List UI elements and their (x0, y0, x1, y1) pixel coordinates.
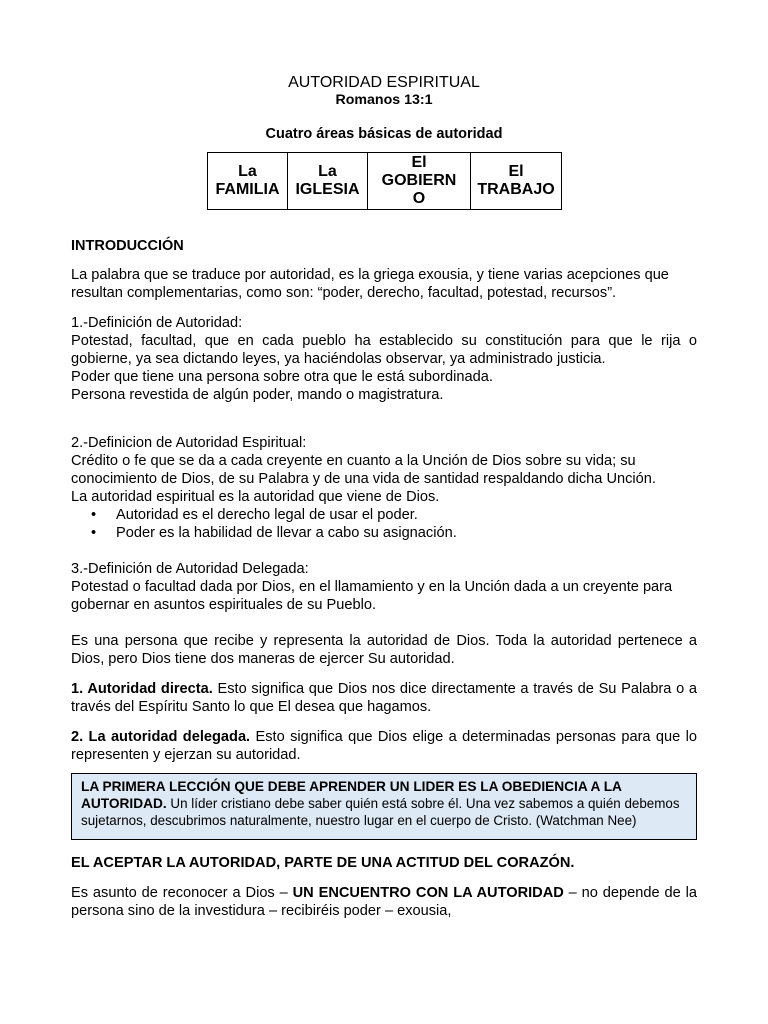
def2-heading: 2.-Definicion de Autoridad Espiritual: (71, 435, 307, 451)
def1-heading: 1.-Definición de Autoridad: (71, 315, 243, 331)
cell-line: La (238, 163, 257, 180)
authority-areas-table (207, 152, 562, 210)
document-title: AUTORIDAD ESPIRITUAL (288, 74, 480, 91)
callout-lead: LA PRIMERA LECCIÓN QUE DEBE APRENDER UN LIDER ES LA OBEDIENCIA A LA AUTORIDAD. (81, 779, 622, 811)
def3-line1: Potestad o facultad dada por Dios, en el llamamiento y en la Unción dada a un creyente para gobernar en asuntos espirituales de su Pueblo. (71, 579, 673, 613)
table-cell-trabajo (471, 153, 562, 210)
cell-line: El (508, 163, 524, 180)
document-body (71, 73, 697, 920)
def1-line3: Persona revestida de algún poder, mando o magistratura. (71, 387, 444, 403)
document-subtitle: Romanos 13:1 (335, 92, 433, 108)
point2-text: Esto significa que Dios elige a determinadas personas para que lo representen y ejerzan su autoridad. (71, 729, 697, 763)
point1-label: 1. Autoridad directa. (71, 681, 213, 697)
closing-paragraph (71, 884, 697, 920)
table-cell-gobierno (368, 153, 471, 210)
cell-line: O (412, 190, 426, 207)
persona-paragraph: Es una persona que recibe y representa la autoridad de Dios. Toda la autoridad pertenece a Dios, pero Dios tiene dos maneras de ejercer Su autoridad. (71, 633, 697, 667)
def3-heading: 3.-Definición de Autoridad Delegada: (71, 561, 309, 577)
cell-line: GOBIERN (381, 172, 457, 189)
section-heading: EL ACEPTAR LA AUTORIDAD, PARTE DE UNA ACTITUD DEL CORAZÓN. (71, 855, 575, 871)
point1-paragraph (71, 680, 697, 716)
list-item (91, 524, 697, 542)
closing-post: – no depende de la persona sino de la investidura – recibiréis poder – exousia, (71, 885, 697, 919)
intro-paragraph: La palabra que se traduce por autoridad, es la griega exousia, y tiene varias acepciones que resultan complementarias, como son: “poder, derecho, facultad, potestad, recursos”. (71, 267, 669, 301)
closing-pre: Es asunto de reconocer a Dios – (71, 885, 293, 901)
table-cell-iglesia (288, 153, 368, 210)
areas-title: Cuatro áreas básicas de autoridad (265, 126, 503, 142)
bullet-text: Autoridad es el derecho legal de usar el poder. (116, 507, 418, 523)
def2-line1: Crédito o fe que se da a cada creyente en cuanto a la Unción de Dios sobre su vida; su conocimiento de Dios, de su Palabra y de una vida de santidad respaldando dicha Unción. (71, 453, 656, 487)
bullet-icon: • (91, 525, 97, 541)
intro-heading: INTRODUCCIÓN (71, 238, 184, 254)
bullet-icon: • (91, 507, 97, 523)
def2-line2: La autoridad espiritual es la autoridad que viene de Dios. (71, 489, 440, 505)
cell-line: La (318, 163, 337, 180)
closing-bold: UN ENCUENTRO CON LA AUTORIDAD (292, 885, 564, 901)
def1-line1: Potestad, facultad, que en cada pueblo ha establecido su constitución para que le rija o gobierne, ya sea dictando leyes, ya haciéndolas observar, ya administrado justicia. (71, 333, 697, 367)
def2-bullet-list (71, 506, 697, 542)
point1-text: Esto significa que Dios nos dice directamente a través de Su Palabra o a través del Espíritu Santo lo que El desea que hagamos. (71, 681, 698, 715)
cell-line: IGLESIA (295, 181, 360, 198)
cell-line: El (411, 154, 427, 171)
point2-paragraph (71, 728, 697, 764)
callout-text: Un líder cristiano debe saber quién está sobre él. Una vez sabemos a quién debemos sujetarnos, descubrimos naturalmente, nuestro lugar en el cuerpo de Cristo. (Watchman Nee) (81, 796, 680, 828)
cell-line: FAMILIA (215, 181, 280, 198)
cell-line: TRABAJO (477, 181, 555, 198)
callout-box (71, 773, 697, 840)
point2-label: 2. La autoridad delegada. (71, 729, 251, 745)
bullet-text: Poder es la habilidad de llevar a cabo su asignación. (116, 525, 457, 541)
table-row (208, 153, 562, 210)
def1-line2: Poder que tiene una persona sobre otra que le está subordinada. (71, 369, 493, 385)
table-cell-familia (208, 153, 288, 210)
list-item (91, 506, 697, 524)
